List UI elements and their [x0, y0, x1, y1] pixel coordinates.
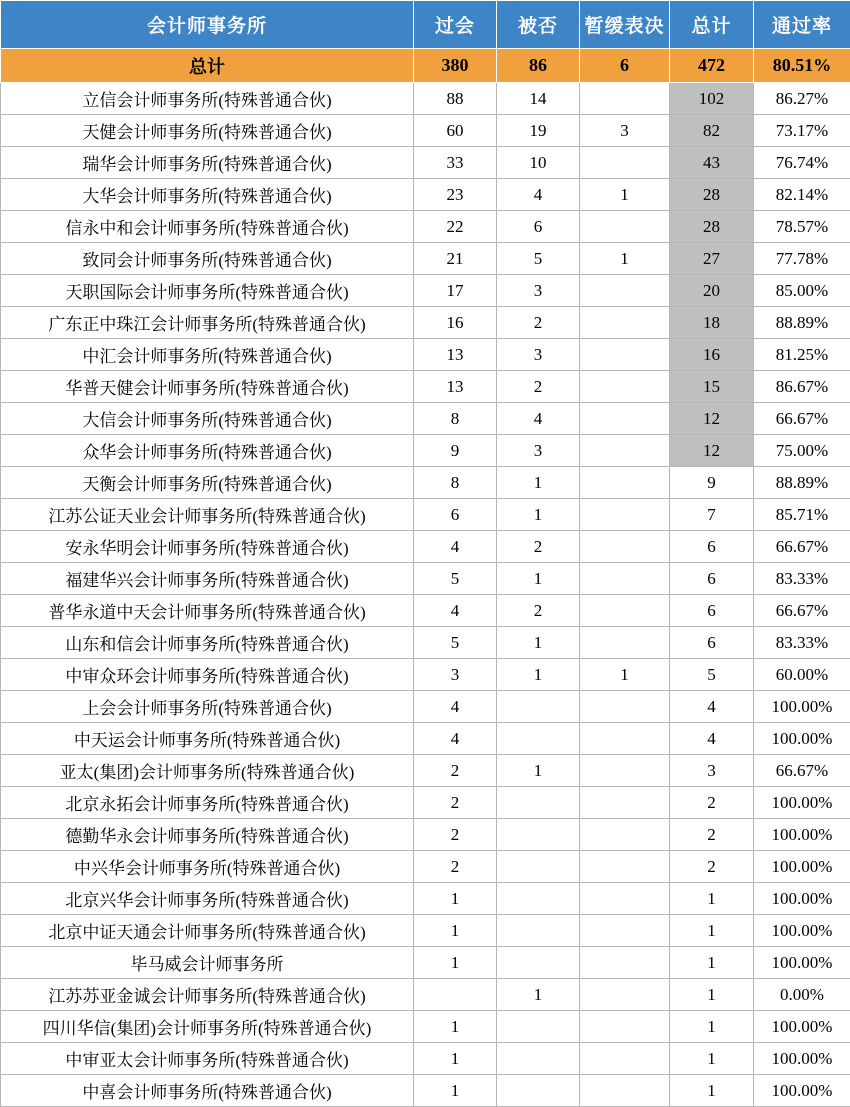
- total-count-cell: 2: [670, 787, 754, 819]
- total-count-cell: 28: [670, 211, 754, 243]
- reject-count-cell: [497, 1043, 580, 1075]
- firm-name-cell: 北京中证天通会计师事务所(特殊普通合伙): [1, 915, 414, 947]
- firm-name-cell: 中审亚太会计师事务所(特殊普通合伙): [1, 1043, 414, 1075]
- pass-count-cell: 6: [414, 499, 497, 531]
- total-count-cell: 5: [670, 659, 754, 691]
- pass-rate-cell: 86.67%: [754, 371, 850, 403]
- pass-rate-cell: 0.00%: [754, 979, 850, 1011]
- pass-count-cell: 4: [414, 691, 497, 723]
- defer-count-cell: 1: [580, 243, 670, 275]
- pass-rate-cell: 100.00%: [754, 1011, 850, 1043]
- column-header-defer: 暂缓表决: [580, 1, 670, 49]
- firm-name-cell: 华普天健会计师事务所(特殊普通合伙): [1, 371, 414, 403]
- defer-count-cell: [580, 819, 670, 851]
- pass-rate-cell: 100.00%: [754, 723, 850, 755]
- firm-name-cell: 北京永拓会计师事务所(特殊普通合伙): [1, 787, 414, 819]
- defer-count-cell: [580, 563, 670, 595]
- total-count-cell: 4: [670, 691, 754, 723]
- table-row: [1, 339, 850, 371]
- pass-count-cell: 21: [414, 243, 497, 275]
- reject-count-cell: [497, 883, 580, 915]
- table-row: [1, 691, 850, 723]
- reject-count-cell: 4: [497, 179, 580, 211]
- reject-count-cell: [497, 691, 580, 723]
- defer-count-cell: [580, 307, 670, 339]
- table-row: [1, 915, 850, 947]
- column-header-reject: 被否: [497, 1, 580, 49]
- firm-name-cell: 安永华明会计师事务所(特殊普通合伙): [1, 531, 414, 563]
- table-row: [1, 499, 850, 531]
- pass-count-cell: 13: [414, 371, 497, 403]
- reject-count-cell: 1: [497, 627, 580, 659]
- pass-rate-cell: 78.57%: [754, 211, 850, 243]
- pass-rate-cell: 85.71%: [754, 499, 850, 531]
- table-row: [1, 979, 850, 1011]
- table-row: [1, 819, 850, 851]
- firm-name-cell: 北京兴华会计师事务所(特殊普通合伙): [1, 883, 414, 915]
- firm-name-cell: 江苏苏亚金诚会计师事务所(特殊普通合伙): [1, 979, 414, 1011]
- pass-count-cell: 60: [414, 115, 497, 147]
- firm-name-cell: 信永中和会计师事务所(特殊普通合伙): [1, 211, 414, 243]
- defer-count-cell: [580, 883, 670, 915]
- firm-name-cell: 福建华兴会计师事务所(特殊普通合伙): [1, 563, 414, 595]
- summary-total-row: [1, 49, 850, 83]
- table-row: [1, 723, 850, 755]
- firm-name-cell: 四川华信(集团)会计师事务所(特殊普通合伙): [1, 1011, 414, 1043]
- reject-count-cell: [497, 819, 580, 851]
- table-row: [1, 467, 850, 499]
- total-count-cell: 6: [670, 531, 754, 563]
- summary-reject: 86: [497, 49, 580, 83]
- total-count-cell: 1: [670, 883, 754, 915]
- total-count-cell: 9: [670, 467, 754, 499]
- pass-count-cell: 1: [414, 1011, 497, 1043]
- pass-count-cell: [414, 979, 497, 1011]
- header-row: [1, 1, 850, 49]
- firm-name-cell: 亚太(集团)会计师事务所(特殊普通合伙): [1, 755, 414, 787]
- total-count-cell: 2: [670, 819, 754, 851]
- pass-count-cell: 2: [414, 819, 497, 851]
- defer-count-cell: [580, 435, 670, 467]
- table-row: [1, 883, 850, 915]
- defer-count-cell: [580, 691, 670, 723]
- defer-count-cell: [580, 787, 670, 819]
- firm-name-cell: 天职国际会计师事务所(特殊普通合伙): [1, 275, 414, 307]
- defer-count-cell: [580, 371, 670, 403]
- reject-count-cell: 1: [497, 467, 580, 499]
- pass-count-cell: 8: [414, 467, 497, 499]
- pass-count-cell: 1: [414, 1043, 497, 1075]
- table-row: [1, 627, 850, 659]
- reject-count-cell: [497, 915, 580, 947]
- reject-count-cell: 1: [497, 755, 580, 787]
- pass-rate-cell: 85.00%: [754, 275, 850, 307]
- pass-count-cell: 2: [414, 755, 497, 787]
- firm-name-cell: 毕马威会计师事务所: [1, 947, 414, 979]
- firm-name-cell: 山东和信会计师事务所(特殊普通合伙): [1, 627, 414, 659]
- total-count-cell: 15: [670, 371, 754, 403]
- pass-count-cell: 22: [414, 211, 497, 243]
- reject-count-cell: [497, 947, 580, 979]
- pass-rate-cell: 100.00%: [754, 915, 850, 947]
- column-header-firm: 会计师事务所: [1, 1, 414, 49]
- table-header: [1, 1, 850, 49]
- table-row: [1, 531, 850, 563]
- pass-rate-cell: 100.00%: [754, 691, 850, 723]
- firm-name-cell: 广东正中珠江会计师事务所(特殊普通合伙): [1, 307, 414, 339]
- pass-rate-cell: 66.67%: [754, 531, 850, 563]
- defer-count-cell: [580, 1043, 670, 1075]
- total-count-cell: 82: [670, 115, 754, 147]
- pass-count-cell: 1: [414, 1075, 497, 1107]
- summary-total: 472: [670, 49, 754, 83]
- pass-count-cell: 88: [414, 83, 497, 115]
- pass-count-cell: 9: [414, 435, 497, 467]
- reject-count-cell: 6: [497, 211, 580, 243]
- reject-count-cell: 14: [497, 83, 580, 115]
- pass-count-cell: 1: [414, 947, 497, 979]
- pass-rate-cell: 100.00%: [754, 851, 850, 883]
- total-count-cell: 12: [670, 403, 754, 435]
- defer-count-cell: [580, 339, 670, 371]
- defer-count-cell: [580, 499, 670, 531]
- total-count-cell: 27: [670, 243, 754, 275]
- pass-rate-cell: 77.78%: [754, 243, 850, 275]
- table-row: [1, 595, 850, 627]
- pass-rate-cell: 100.00%: [754, 819, 850, 851]
- firm-name-cell: 江苏公证天业会计师事务所(特殊普通合伙): [1, 499, 414, 531]
- pass-count-cell: 4: [414, 723, 497, 755]
- defer-count-cell: [580, 147, 670, 179]
- total-count-cell: 20: [670, 275, 754, 307]
- defer-count-cell: [580, 211, 670, 243]
- pass-count-cell: 5: [414, 627, 497, 659]
- pass-count-cell: 1: [414, 883, 497, 915]
- firm-name-cell: 天健会计师事务所(特殊普通合伙): [1, 115, 414, 147]
- firm-name-cell: 德勤华永会计师事务所(特殊普通合伙): [1, 819, 414, 851]
- table-row: [1, 115, 850, 147]
- firm-name-cell: 中审众环会计师事务所(特殊普通合伙): [1, 659, 414, 691]
- reject-count-cell: [497, 723, 580, 755]
- pass-rate-cell: 66.67%: [754, 755, 850, 787]
- reject-count-cell: 3: [497, 435, 580, 467]
- firm-name-cell: 大华会计师事务所(特殊普通合伙): [1, 179, 414, 211]
- pass-count-cell: 2: [414, 851, 497, 883]
- reject-count-cell: 19: [497, 115, 580, 147]
- reject-count-cell: 10: [497, 147, 580, 179]
- reject-count-cell: 2: [497, 531, 580, 563]
- reject-count-cell: [497, 1075, 580, 1107]
- total-count-cell: 7: [670, 499, 754, 531]
- pass-rate-cell: 75.00%: [754, 435, 850, 467]
- firm-name-cell: 致同会计师事务所(特殊普通合伙): [1, 243, 414, 275]
- reject-count-cell: [497, 787, 580, 819]
- summary-pass: 380: [414, 49, 497, 83]
- defer-count-cell: [580, 915, 670, 947]
- pass-count-cell: 4: [414, 531, 497, 563]
- pass-rate-cell: 100.00%: [754, 787, 850, 819]
- table-row: [1, 659, 850, 691]
- reject-count-cell: [497, 1011, 580, 1043]
- reject-count-cell: 3: [497, 339, 580, 371]
- pass-rate-cell: 88.89%: [754, 307, 850, 339]
- total-count-cell: 3: [670, 755, 754, 787]
- pass-count-cell: 4: [414, 595, 497, 627]
- pass-count-cell: 17: [414, 275, 497, 307]
- pass-count-cell: 13: [414, 339, 497, 371]
- summary-label: 总计: [1, 49, 414, 83]
- total-count-cell: 1: [670, 947, 754, 979]
- reject-count-cell: 2: [497, 595, 580, 627]
- firm-name-cell: 中兴华会计师事务所(特殊普通合伙): [1, 851, 414, 883]
- pass-count-cell: 23: [414, 179, 497, 211]
- defer-count-cell: [580, 627, 670, 659]
- total-count-cell: 6: [670, 595, 754, 627]
- table-row: [1, 947, 850, 979]
- pass-count-cell: 2: [414, 787, 497, 819]
- total-count-cell: 6: [670, 627, 754, 659]
- pass-rate-cell: 82.14%: [754, 179, 850, 211]
- firm-name-cell: 大信会计师事务所(特殊普通合伙): [1, 403, 414, 435]
- total-count-cell: 1: [670, 1011, 754, 1043]
- pass-rate-cell: 83.33%: [754, 627, 850, 659]
- pass-rate-cell: 86.27%: [754, 83, 850, 115]
- reject-count-cell: [497, 851, 580, 883]
- defer-count-cell: [580, 979, 670, 1011]
- table-row: [1, 307, 850, 339]
- pass-rate-cell: 60.00%: [754, 659, 850, 691]
- defer-count-cell: [580, 723, 670, 755]
- table-row: [1, 563, 850, 595]
- total-count-cell: 18: [670, 307, 754, 339]
- total-count-cell: 4: [670, 723, 754, 755]
- table-row: [1, 243, 850, 275]
- pass-rate-cell: 76.74%: [754, 147, 850, 179]
- pass-rate-cell: 100.00%: [754, 947, 850, 979]
- pass-count-cell: 16: [414, 307, 497, 339]
- table-row: [1, 851, 850, 883]
- firm-name-cell: 上会会计师事务所(特殊普通合伙): [1, 691, 414, 723]
- defer-count-cell: [580, 403, 670, 435]
- total-count-cell: 16: [670, 339, 754, 371]
- defer-count-cell: [580, 467, 670, 499]
- defer-count-cell: [580, 1011, 670, 1043]
- total-count-cell: 1: [670, 915, 754, 947]
- firm-name-cell: 天衡会计师事务所(特殊普通合伙): [1, 467, 414, 499]
- table-row: [1, 787, 850, 819]
- defer-count-cell: [580, 947, 670, 979]
- table-row: [1, 147, 850, 179]
- defer-count-cell: [580, 851, 670, 883]
- reject-count-cell: 1: [497, 659, 580, 691]
- column-header-total: 总计: [670, 1, 754, 49]
- pass-count-cell: 5: [414, 563, 497, 595]
- defer-count-cell: [580, 531, 670, 563]
- pass-rate-cell: 66.67%: [754, 595, 850, 627]
- defer-count-cell: 1: [580, 659, 670, 691]
- table-row: [1, 83, 850, 115]
- table-body: [1, 49, 850, 1107]
- firm-name-cell: 瑞华会计师事务所(特殊普通合伙): [1, 147, 414, 179]
- reject-count-cell: 1: [497, 499, 580, 531]
- pass-count-cell: 1: [414, 915, 497, 947]
- firm-name-cell: 众华会计师事务所(特殊普通合伙): [1, 435, 414, 467]
- reject-count-cell: 2: [497, 371, 580, 403]
- reject-count-cell: 4: [497, 403, 580, 435]
- total-count-cell: 102: [670, 83, 754, 115]
- pass-rate-cell: 81.25%: [754, 339, 850, 371]
- total-count-cell: 43: [670, 147, 754, 179]
- table-row: [1, 275, 850, 307]
- defer-count-cell: [580, 1075, 670, 1107]
- defer-count-cell: 1: [580, 179, 670, 211]
- reject-count-cell: 1: [497, 979, 580, 1011]
- pass-rate-cell: 100.00%: [754, 1043, 850, 1075]
- defer-count-cell: [580, 595, 670, 627]
- reject-count-cell: 2: [497, 307, 580, 339]
- defer-count-cell: [580, 755, 670, 787]
- column-header-rate: 通过率: [754, 1, 850, 49]
- pass-count-cell: 8: [414, 403, 497, 435]
- total-count-cell: 1: [670, 979, 754, 1011]
- pass-rate-cell: 88.89%: [754, 467, 850, 499]
- table-row: [1, 179, 850, 211]
- total-count-cell: 12: [670, 435, 754, 467]
- pass-rate-cell: 73.17%: [754, 115, 850, 147]
- pass-rate-cell: 100.00%: [754, 1075, 850, 1107]
- table-row: [1, 1011, 850, 1043]
- pass-rate-cell: 83.33%: [754, 563, 850, 595]
- column-header-pass: 过会: [414, 1, 497, 49]
- reject-count-cell: 5: [497, 243, 580, 275]
- table-row: [1, 371, 850, 403]
- firm-name-cell: 中喜会计师事务所(特殊普通合伙): [1, 1075, 414, 1107]
- pass-rate-cell: 66.67%: [754, 403, 850, 435]
- firm-name-cell: 立信会计师事务所(特殊普通合伙): [1, 83, 414, 115]
- firm-name-cell: 中汇会计师事务所(特殊普通合伙): [1, 339, 414, 371]
- defer-count-cell: [580, 275, 670, 307]
- total-count-cell: 1: [670, 1075, 754, 1107]
- pass-count-cell: 33: [414, 147, 497, 179]
- pass-count-cell: 3: [414, 659, 497, 691]
- table-row: [1, 1043, 850, 1075]
- table-row: [1, 435, 850, 467]
- table-row: [1, 211, 850, 243]
- table-row: [1, 755, 850, 787]
- table-row: [1, 1075, 850, 1107]
- summary-rate: 80.51%: [754, 49, 850, 83]
- reject-count-cell: 3: [497, 275, 580, 307]
- total-count-cell: 28: [670, 179, 754, 211]
- defer-count-cell: 3: [580, 115, 670, 147]
- summary-defer: 6: [580, 49, 670, 83]
- pass-rate-cell: 100.00%: [754, 883, 850, 915]
- firm-name-cell: 普华永道中天会计师事务所(特殊普通合伙): [1, 595, 414, 627]
- total-count-cell: 2: [670, 851, 754, 883]
- total-count-cell: 1: [670, 1043, 754, 1075]
- firm-name-cell: 中天运会计师事务所(特殊普通合伙): [1, 723, 414, 755]
- table-row: [1, 403, 850, 435]
- defer-count-cell: [580, 83, 670, 115]
- total-count-cell: 6: [670, 563, 754, 595]
- reject-count-cell: 1: [497, 563, 580, 595]
